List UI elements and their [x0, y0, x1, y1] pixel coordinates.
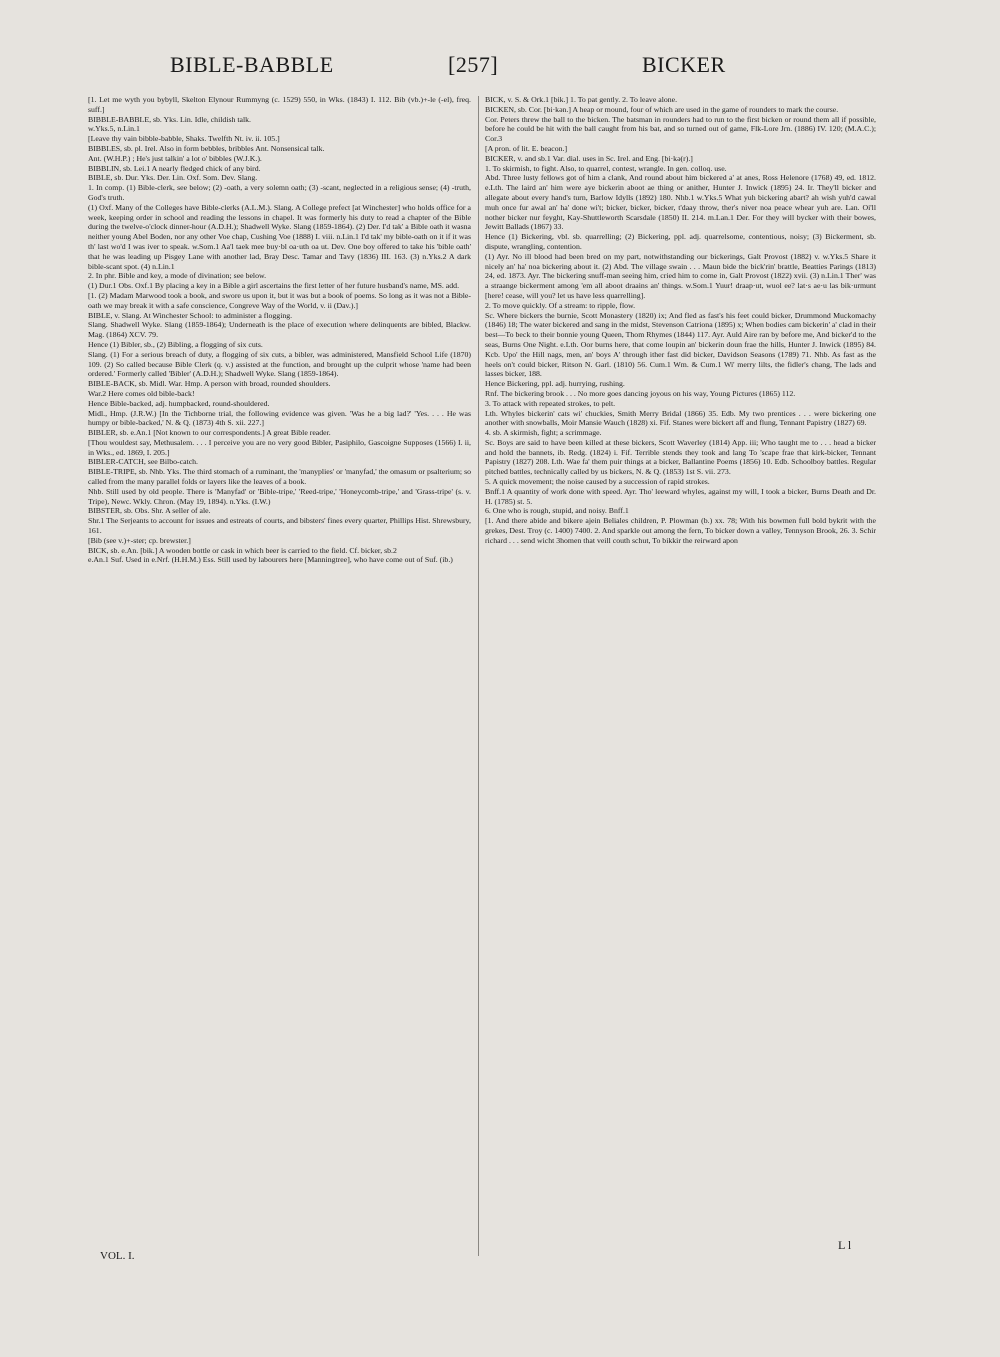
entry-paragraph: 6. One who is rough, stupid, and noisy. Bnff.1 — [485, 506, 629, 516]
header-left-catchword: BIBLE-BABBLE — [170, 52, 334, 77]
entry-paragraph: (1) Oxf. Many of the Colleges have Bible-clerks (A.L.M.). Slang. A College prefect [at Winchester] who holds office for a week, keeping order in school and reading the lessons in chapel. It was formerly his duty to read a chapter of the Bible during the twelve-o'clock dinner-hour (A.D.H.); Shadwell Wyke. Slang (1859-1864). (2) Der. I'd tak' a Bible oath it wasna neither young Abel Boden, nor any other Voe chap, Cushing Voe (1888) I. viii. n.Lin.1 I'd tak' my bible-oath on it if it was th' last wo'd I was iver to speak. w.Som.1 Aa'l taek mee buy·bl oa·uth oa ut. Dev. One boy offered to take his 'bible oath' that he was leading up Pisgey Lane with another lad, Bray Desc. Tamar and Tavy (1836) III. 163. (3) n.Yks.2 A dark bible-scant spot. (4) n.Lin.1 — [88, 202, 471, 271]
entry-paragraph: BICKEN, sb. Cor. [bi·kən.] A heap or mound, four of which are used in the game of rounders to mark the course. — [485, 104, 839, 114]
entry-paragraph: [Bib (see v.)+-ster; cp. brewster.] — [88, 535, 191, 545]
entry-paragraph: [1. Let me wyth you bybyll, Skelton Elynour Rummyng (c. 1529) 550, in Wks. (1843) I. 112. Bib (vb.)+-le (-el), freq. suff.] — [88, 95, 471, 114]
entry-paragraph: BIBBLE-BABBLE, sb. Yks. Lin. Idle, childish talk. — [88, 114, 252, 124]
entry-paragraph: BICKER, v. and sb.1 Var. dial. uses in Sc. Irel. and Eng. [bi·kə(r).] — [485, 153, 693, 163]
entry-paragraph: w.Yks.5, n.Lin.1 — [88, 124, 140, 134]
entry-paragraph: BIBLER, sb. e.An.1 [Not known to our correspondents.] A great Bible reader. — [88, 428, 331, 438]
column-divider — [478, 96, 479, 1256]
entry-paragraph: Sc. Boys are said to have been killed at these bickers, Scott Waverley (1814) App. iii; Who taught me to . . . head a bicker and hold the bannets, ib. Redg. (1824) i. Fif. Terrible stends they took and lang To 'scape frae that kirk-bicker, Tennant Papistry (1827) 208. Lth. Wae fa' them puir things at a bicker, Ballantine Poems (1856) 10. Edb. Schoolboy battles. Regular pitched battles, technically called by us bickers, N. & Q. (1853) 1st S. vii. 273. — [485, 437, 876, 477]
entry-paragraph: (1) Ayr. No ill blood had been bred on my part, notwithstanding our bickerings, Galt Provost (1882) v. w.Yks.5 Share it nicely an' ha' noa bickering about it. (2) Abd. The village swain . . . Maun bide the bick'rin' brattle, Beatties Parings (1813) 24, ed. 1873. Ayr. The bickering snuff-man seeing him, cried him to come in, Galt Provost (1822) xvii. (3) n.Lin.1 Ther' was a straange bickerment among 'em all aboot draains an' things. w.Som.1 Yuur! draap·ut, wuol ee? lat·s ae·u las bik·urmunt [here! cease, will you? let us have less quarrelling]. — [485, 251, 876, 300]
entry-paragraph: BIBLER-CATCH, see Bilbo-catch. — [88, 457, 199, 467]
entry-paragraph: Sc. Where bickers the burnie, Scott Monastery (1820) ix; And fled as fast's his feet could bicker, Drummond Muckomachy (1846) 18; The water bickered and sang in the midst, Stevenson Catriona (1895) x; When bodies cam bickerin' a' clad in their best—To beck to their bonnie young Queen, Thom Rhymes (1844) 117. Ayr. Auld Aire ran by before me, And bicker'd to the seas, Burns One Night. e.Lth. Oor burns here, that come loupin an' bickerin doun frae the hills, Hunter J. Inwick (1895) 84. Kcb. Upo' the Hill nags, men, an' boys A' through ither fast did bicker, Davidson Seasons (1789) 71. Nhb. As fast as the heels on't could bicker, Ritson N. Garl. (1810) 56. Cum.1 Wm. & Cum.1 Wi' merry lilts, the fidler's chang, The lads and lasses bicker, 188. — [485, 310, 876, 379]
signature-mark: L l — [838, 1238, 852, 1252]
entry-paragraph: Slang. Shadwell Wyke. Slang (1859-1864); Underneath is the place of execution where delinquents are bibled, Blackw. Mag. (1864) XCV. 79. — [88, 320, 471, 340]
entry-paragraph: Hence Bible-backed, adj. humpbacked, round-shouldered. — [88, 398, 270, 408]
page-number: [257] — [448, 52, 499, 77]
entry-paragraph: [Leave thy vain bibble-babble, Shaks. Twelfth Nt. iv. ii. 105.] — [88, 134, 280, 144]
entry-paragraph: BICK, sb. e.An. [bik.] A wooden bottle or cask in which beer is carried to the field. Cf. bicker, sb.2 — [88, 545, 397, 555]
entry-paragraph: BIBBLES, sb. pl. Irel. Also in form bebbles, bribbles Ant. Nonsensical talk. — [88, 143, 325, 153]
entry-paragraph: Lth. Whyles bickerin' cats wi' chuckies, Smith Merry Bridal (1866) 35. Edb. My two prentices . . . were bickering one another with snowballs, Moir Mansie Wauch (1828) xi. Fif. Stanes were bickert aff and flung, Tennant Papistry (1827) 69. — [485, 408, 876, 428]
entry-paragraph: BIBBLIN, sb. Lei.1 A nearly fledged chick of any bird. — [88, 163, 261, 173]
entry-paragraph: BIBLE-BACK, sb. Midl. War. Hmp. A person with broad, rounded shoulders. — [88, 379, 331, 389]
entry-paragraph: BIBSTER, sb. Obs. Shr. A seller of ale. — [88, 506, 211, 516]
entry-paragraph: War.2 Here comes old bible-back! — [88, 388, 195, 398]
entry-paragraph: 1. To skirmish, to fight. Also, to quarrel, contest, wrangle. In gen. colloq. use. — [485, 163, 727, 173]
entry-paragraph: BIBLE, sb. Dur. Yks. Der. Lin. Oxf. Som. Dev. Slang. — [88, 173, 258, 183]
volume-label: VOL. I. — [100, 1250, 135, 1262]
entry-paragraph: BIBLE-TRIPE, sb. Nhb. Yks. The third stomach of a ruminant, the 'manyplies' or 'manyfad,' the omasum or psalterium; so called from the many parallel folds or layers like the leaves of a book. — [88, 467, 471, 487]
entry-paragraph: Bnff.1 A quantity of work done with speed. Ayr. Tho' leeward whyles, against my will, I took a bicker, Burns Death and Dr. H. (1785) st. 5. — [485, 486, 876, 506]
entry-paragraph: Nhb. Still used by old people. There is 'Manyfad' or 'Bible-tripe,' 'Reed-tripe,' 'Honeycomb-tripe,' and 'Grass-tripe' (s. v. Tripe), Newc. Wkly. Chron. (May 19, 1894). n.Yks. (I.W.) — [88, 486, 471, 506]
entry-paragraph: [1. (2) Madam Marwood took a book, and swore us upon it, but it was but a book of poems. So long as it was not a Bible-oath we may break it with a safe conscience, Congreve Way of the World, v. ii (Dav.).] — [88, 290, 471, 310]
entry-paragraph: 1. In comp. (1) Bible-clerk, see below; (2) -oath, a very solemn oath; (3) -scant, neglected in a religious sense; (4) -truth, God's truth. — [88, 183, 471, 202]
entry-paragraph: 3. To attack with repeated strokes, to pelt. — [485, 398, 616, 408]
entry-paragraph: Ant. (W.H.P.) ; He's just talkin' a lot o' bibbles (W.J.K.). — [88, 153, 262, 163]
entry-paragraph: Hence Bickering, ppl. adj. hurrying, rushing. — [485, 379, 625, 389]
entry-paragraph: Rnf. The bickering brook . . . No more goes dancing joyous on his way, Young Pictures (1865) 112. — [485, 388, 796, 398]
entry-paragraph: 2. In phr. Bible and key, a mode of divination; see below. — [88, 271, 267, 281]
entry-paragraph: 4. sb. A skirmish, fight; a scrimmage. — [485, 428, 602, 438]
entry-paragraph: [Thou wouldest say, Methusalem. . . . I perceive you are no very good Bibler, Pasiphilo, Gascoigne Supposes (1566) I. ii, in Wks., ed. 1869, I. 205.] — [88, 437, 471, 457]
entry-paragraph: Shr.1 The Serjeants to account for issues and estreats of courts, and bibsters' fines every quarter, Phillips Hist. Shrewsbury, 161. — [88, 516, 471, 536]
entry-paragraph: Midl., Hmp. (J.R.W.) [In the Tichborne trial, the following evidence was given. 'Was he a big lad?' 'Yes. . . . He was humpy or bible-backed,' N. & Q. (1873) 4th S. xii. 227.] — [88, 408, 471, 428]
entry-paragraph: Abd. Three lusty fellows got of him a clank, And round about him bickered a' at anes, Ross Helenore (1768) 49, ed. 1812. e.Lth. The laird an' him were aye bickerin aboot ae thing or anither, Hunter J. Inwick (1895) 24. Ir. They'll bicker and allegate about every hand's turn, Barlow Idylls (1892) 180. Nhb.1 w.Yks.5 What yuh bickering abart? ah wish yuh'd cawal muh once fur awal an' ha' done wi't; bicker, bicker, bicker, t'daay throw, ther's niver noa peace whear yuh are. Lan. Oi'll nother bicker nur feyght, Kay-Shuttleworth Scarsdale (1850) II. 214. m.Lan.1 Der. For they will bycker with their bowes, Jewitt Ballads (1867) 33. — [485, 173, 876, 232]
left-column — [88, 95, 471, 1335]
entry-paragraph: BIBLE, v. Slang. At Winchester School: to administer a flogging. — [88, 310, 293, 320]
right-column — [485, 95, 876, 1335]
header-right-catchword: BICKER — [642, 52, 726, 77]
entry-paragraph: [1. And there abide and bikere ajein Beliales children, P. Plowman (b.) xx. 78; With his bowmen full bold bykrit with the grekes, Dest. Troy (c. 1400) 7400. 2. And sparkle out among the fern, To bicker down a valley, Tennyson Brook, 26. 3. Schir richard . . . send wicht 3homen that veill couth schut, To bikkir the reirward apon — [485, 516, 876, 545]
page-header — [170, 52, 730, 86]
entry-paragraph: e.An.1 Suf. Used in e.Nrf. (H.H.M.) Ess. Still used by labourers here [Manningtree], who have come out of Suf. (ib.) — [88, 555, 453, 565]
entry-paragraph: Slang. (1) For a serious breach of duty, a flogging of six cuts, a bibler, was administered, Mansfield School Life (1870) 109. (2) So called because Bible Clerk (q. v.) assisted at the function, and brought up the culprit whose 'name had been ordered.' Formerly called 'Bibler' (A.D.H.); Shadwell Wyke. Slang (1859-1864). — [88, 349, 471, 379]
entry-paragraph: Cor. Peters threw the ball to the bicken. The batsman in rounders had to run to the first bicken or round them all if possible, before he could be hit with the ball caught from his bat, and so turned out of game, Flk-Lore Jrn. (1886) IV. 120; (M.A.C.); Cor.3 — [485, 114, 876, 144]
entry-paragraph: 2. To move quickly. Of a stream: to ripple, flow. — [485, 300, 636, 310]
entry-paragraph: Hence (1) Bibler, sb., (2) Bibling, a flogging of six cuts. — [88, 339, 263, 349]
entry-paragraph: BICK, v. S. & Ork.1 [bik.] 1. To pat gently. 2. To leave alone. — [485, 95, 678, 104]
entry-paragraph: 5. A quick movement; the noise caused by a succession of rapid strokes. — [485, 477, 710, 487]
entry-paragraph: Hence (1) Bickering, vbl. sb. quarrelling; (2) Bickering, ppl. adj. quarrelsome, contentious, noisy; (3) Bickerment, sb. dispute, wrangling, contention. — [485, 232, 876, 251]
entry-paragraph: [A pron. of lit. E. beacon.] — [485, 143, 568, 153]
entry-paragraph: (1) Dur.1 Obs. Oxf.1 By placing a key in a Bible a girl ascertains the first letter of her future husband's name, MS. add. — [88, 281, 460, 291]
